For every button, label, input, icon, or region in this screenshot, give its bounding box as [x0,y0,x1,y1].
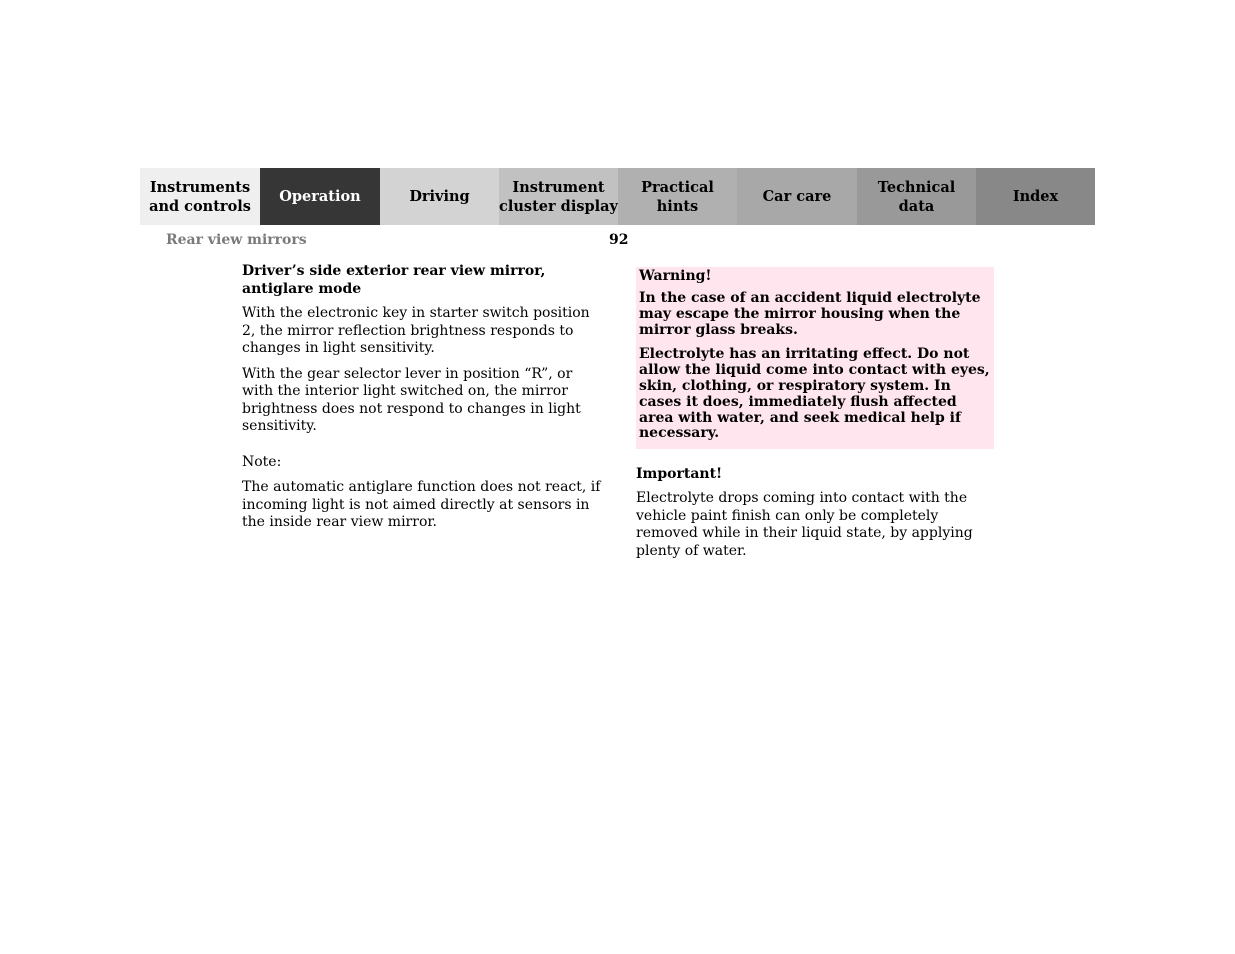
heading-line-1: Driver’s side exterior rear view mirror, [242,263,546,279]
tab-label: Practical hints [641,178,714,215]
warning-paragraph-1: In the case of an accident liquid electrolyte may escape the mirror housing when the mirror glass breaks. [639,290,981,338]
tab-label: Car care [762,188,832,205]
tab-label: Technical data [877,178,956,215]
note-label: Note: [242,453,282,470]
tab-label: Operation [279,188,361,205]
important-text: Electrolyte drops coming into contact with the vehicle paint finish can only be completely removed while in their liquid state, by applying plenty of water. [636,490,973,559]
tab-driving[interactable] [380,168,499,225]
warning-box [636,267,994,449]
right-column [636,267,994,560]
note-text: The automatic antiglare function does not react, if incoming light is not aimed directly at sensors in the inside rear view mirror. [242,479,601,530]
chapter-tab-bar [140,168,1095,225]
tab-label: Instrument cluster display [499,178,618,215]
tab-technical-data[interactable] [857,168,976,225]
tab-instruments-and-controls[interactable] [140,168,260,225]
tab-instrument-cluster-display[interactable] [499,168,618,225]
warning-paragraph-2: Electrolyte has an irritating effect. Do not allow the liquid come into contact with eyes, skin, clothing, or respiratory system. In cases it does, immediately flush affected area with water, and seek medical help if necessary. [639,346,990,442]
left-column [242,262,602,540]
tab-car-care[interactable] [737,168,857,225]
tab-index[interactable] [976,168,1095,225]
page-number: 92 [609,232,629,248]
section-title: Rear view mirrors [166,232,307,248]
body-paragraph-1: With the electronic key in starter switch position 2, the mirror reflection brightness responds to changes in light sensitivity. [242,305,590,356]
tab-operation[interactable] [260,168,380,225]
warning-title: Warning! [639,268,712,284]
heading-line-2: antiglare mode [242,281,362,297]
body-paragraph-2: With the gear selector lever in position “R”, or with the interior light switched on, the mirror brightness does not respond to changes in light sensitivity. [242,365,581,434]
tab-label: Index [1012,188,1059,205]
tab-practical-hints[interactable] [618,168,737,225]
tab-label: Instruments and controls [149,178,251,215]
important-title: Important! [636,466,723,483]
subsection-heading [242,262,602,298]
tab-label: Driving [409,188,470,205]
